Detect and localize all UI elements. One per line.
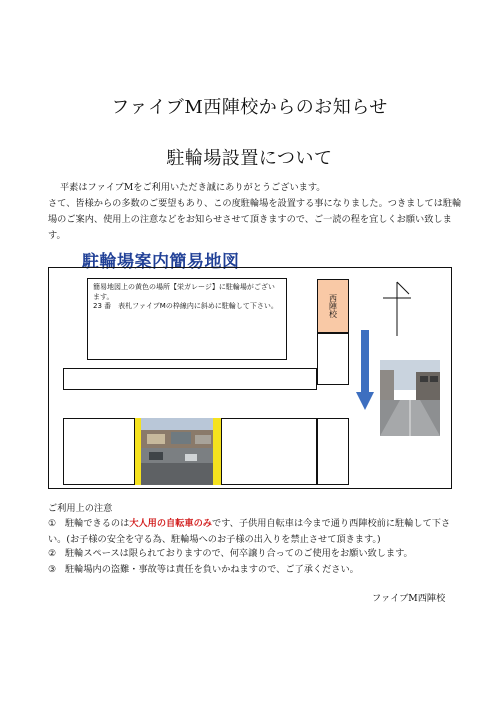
map-block-bottom-left [63, 418, 135, 485]
map-block-bottom-right [317, 418, 349, 485]
note-text-pre: 駐輪できるのは [65, 518, 130, 529]
map-block-bottom-middle [221, 418, 317, 485]
parking-map [48, 267, 452, 489]
note-text: 駐輪場内の盗難・事故等は責任を負いかねますので、ご了承ください。 [65, 564, 359, 575]
intro-paragraph-2: さて、皆様からの多数のご要望もあり、この度駐輪場を設置する事になりました。つきましては駐輪場のご案内、使用上の注意などをお知らせさせて頂きますので、ご一読の程を宜しくお願い致します。 [48, 198, 462, 241]
map-street-block [63, 368, 317, 390]
map-title: 駐輪場案内簡易地図 [82, 252, 240, 272]
map-callout-line-1: 簡易地図上の黄色の場所【栄ガレージ】に駐輪場がございます。 [93, 283, 275, 301]
note-item-3 [48, 562, 468, 578]
page-title: ファイブM西陣校からのお知らせ [111, 97, 388, 118]
school-label: 西陣校 [328, 294, 338, 318]
map-callout [87, 278, 287, 360]
map-block-school-lower [317, 333, 349, 385]
note-item-2 [48, 546, 468, 562]
direction-arrow-icon [355, 330, 375, 412]
intro-paragraph-1: 平素はファイブMをご利用いただき誠にありがとうございます。 [60, 182, 326, 193]
note-text-post: です、子供用自転車は今まで通り西陣校前に駐輪して下さい。(お子様の安全を守る為、駐輪場へのお子様の出入りを禁止させて頂きます。) [48, 518, 451, 545]
map-callout-line-2: 23 番 表札ファイブMの枠線内に斜めに駐輪して下さい。 [93, 302, 278, 310]
note-text-emphasis: 大人用の自転車のみ [129, 518, 212, 529]
note-number: ② [48, 548, 57, 559]
note-text: 駐輪スペースは限られておりますので、何卒譲り合ってのご使用をお願い致します。 [65, 548, 413, 559]
note-item-1 [48, 516, 468, 548]
note-number: ① [48, 518, 57, 529]
page-subtitle: 駐輪場設置について [166, 148, 333, 169]
notes-heading: ご利用上の注意 [48, 503, 113, 514]
note-number: ③ [48, 564, 57, 575]
school-building [317, 279, 349, 333]
garage-photo [141, 418, 213, 485]
signature: ファイブM西陣校 [372, 593, 446, 604]
parking-yellow-marker-right [213, 418, 221, 485]
street-photo [380, 360, 440, 436]
north-arrow-icon [379, 276, 419, 338]
